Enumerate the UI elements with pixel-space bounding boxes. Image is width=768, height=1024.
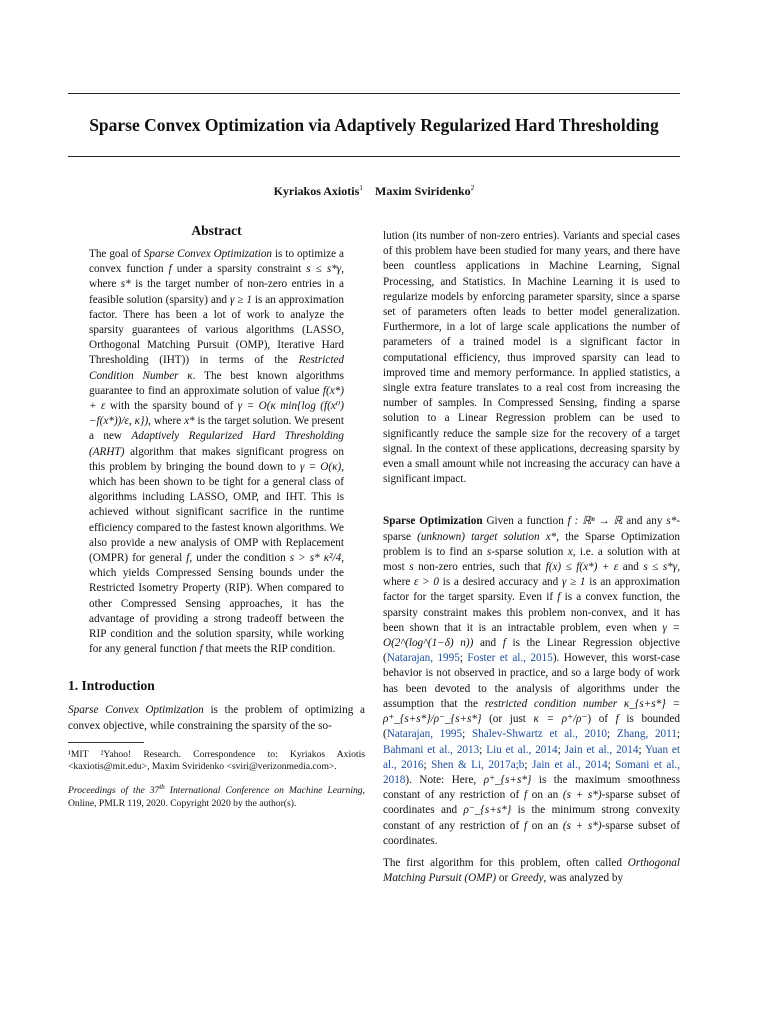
intro-paragraph-continued: lution (its number of non-zero entries). Variants and special cases of this problem have been studied for many years, and there have been countless applications in Machine Learning, Signal Processing, and Statistics. In Machine Learning it is used to regularize models by enforcing parameter sparsity, since a sparse set of parameters often leads to better model generalization. Furthermore, in a lot of large scale applications the number of parameters of a trained model is a significant factor in computational efficiency, thus improved sparsity can lead to improved time and memory performance. In applied statistics, a single extra feature translates to a real cost from increasing the number of samples. In Compressed Sensing, finding a sparse solution to a Linear Regression problem can be used to significantly reduce the sample size for the recovery of a target signal. In the context of these applications, decreasing sparsity by even a small amount while not increasing the accuracy can have a significant impact.	[383, 230, 680, 486]
title-rule-bottom	[68, 156, 680, 157]
abstract-heading: Abstract	[191, 223, 242, 238]
left-column	[68, 222, 365, 810]
run-in-heading: Sparse Optimization	[383, 515, 483, 528]
citation-link[interactable]: Zhang, 2011	[616, 728, 677, 741]
footnote-affiliations: ¹MIT ²Yahoo! Research. Correspondence to: Kyriakos Axiotis <kaxiotis@mit.edu>, Maxim Sviridenko <sviri@verizonmedia.com>.	[68, 748, 365, 773]
footnote-rule	[68, 742, 144, 743]
citation-link[interactable]: Shen & Li, 2017a;b	[431, 758, 525, 771]
author-affiliation-mark: 2	[470, 183, 475, 192]
citation-link[interactable]: Shalev-Shwartz et al., 2010	[471, 728, 608, 741]
citation-link[interactable]: Liu et al., 2014	[486, 743, 558, 756]
author-name: Kyriakos Axiotis	[273, 184, 360, 198]
citation-link[interactable]: Jain et al., 2014	[564, 743, 639, 756]
paper-title: Sparse Convex Optimization via Adaptively Regularized Hard Thresholding	[89, 115, 659, 135]
omp-paragraph-start: The first algorithm for this problem, often called Orthogonal Matching Pursuit (OMP) or Greedy, was analyzed by	[383, 856, 680, 885]
author-name: Maxim Sviridenko	[375, 184, 471, 198]
citation-link[interactable]: Somani et al., 2018	[383, 758, 681, 786]
title-rule-top	[68, 93, 680, 94]
footnote-proceedings: Proceedings of the 37th International Conference on Machine Learning, Online, PMLR 119, 2020. Copyright 2020 by the author(s).	[68, 783, 366, 809]
right-column	[383, 229, 680, 886]
intro-paragraph-start: Sparse Convex Optimization is the problem of optimizing a convex objective, while constraining the sparsity of the so-	[68, 704, 365, 732]
author-affiliation-mark: 1	[359, 183, 363, 192]
citation-link[interactable]: Natarajan, 1995	[386, 652, 460, 665]
sparse-optimization-paragraph: Sparse Optimization Given a function f : ℝⁿ → ℝ and any s*-sparse (unknown) target solution x*, the Sparse Optimization problem is to find an s-sparse solution x, i.e. a solution with at most s non-zero entries, such that f(x) ≤ f(x*) + ε and s ≤ s*γ, where ε > 0 is a desired accuracy and γ ≥ 1 is an approximation factor for the target sparsity. Even if f is a convex function, the sparsity constraint makes this problem non-convex, and it has been shown that it is an intractable problem, even when γ = O(2^(log^(1−δ) n)) and f is the Linear Regression objective (Natarajan, 1995; Foster et al., 2015). However, this worst-case behavior is not observed in practice, and so a large body of work has been devoted to the analysis of algorithms under the assumption that the restricted condition number κ_{s+s*} = ρ⁺_{s+s*}/ρ⁻_{s+s*} (or just κ = ρ⁺/ρ⁻) of f is bounded (Natarajan, 1995; Shalev-Shwartz et al., 2010; Zhang, 2011; Bahmani et al., 2013; Liu et al., 2014; Jain et al., 2014; Yuan et al., 2016; Shen & Li, 2017a;b; Jain et al., 2014; Somani et al., 2018). Note: Here, ρ⁺_{s+s*} is the maximum smoothness constant of any restriction of f on an (s + s*)-sparse subset of coordinates and ρ⁻_{s+s*} is the minimum strong convexity constant of any restriction of f on an (s + s*)-sparse subset of coordinates.	[383, 515, 681, 847]
citation-link[interactable]: Foster et al., 2015	[467, 652, 553, 665]
citation-link[interactable]: Yuan et al., 2016	[383, 743, 681, 771]
author-line	[68, 180, 680, 199]
citation-link[interactable]: Jain et al., 2014	[532, 758, 608, 771]
section-heading-introduction: 1. Introduction	[68, 678, 155, 694]
abstract-text: The goal of Sparse Convex Optimization is to optimize a convex function f under a sparsity constraint s ≤ s*γ, where s* is the target number of non-zero entries in a feasible solution (sparsity) and γ ≥ 1 is an approximation factor. There has been a lot of work to analyze the sparsity guarantees of various algorithms (LASSO, Orthogonal Matching Pursuit (OMP), Iterative Hard Thresholding (IHT)) in terms of the Restricted Condition Number κ. The best known algorithms guarantee to find an approximate solution of value f(x*) + ε with the sparsity bound of γ = O(κ min{log (f(x⁰)−f(x*))/ε, κ}), where x* is the target solution. We present a new Adaptively Regularized Hard Thresholding (ARHT) algorithm that makes significant progress on this problem by bringing the bound down to γ = O(κ), which has been shown to be tight for a general class of algorithms including LASSO, OMP, and IHT. This is achieved without significant sacrifice in the runtime efficiency compared to the fastest known algorithms. We also provide a new analysis of OMP with Replacement (OMPR) for general f, under the condition s > s* κ²/4, which yields Compressed Sensing bounds under the Restricted Isometry Property (RIP). When compared to other Compressed Sensing approaches, it has the advantage of providing a strong tradeoff between the RIP condition and the solution sparsity, while working for any general function f that meets the RIP condition.	[89, 248, 345, 656]
citation-link[interactable]: Bahmani et al., 2013	[383, 743, 480, 756]
citation-link[interactable]: Natarajan, 1995	[386, 728, 463, 741]
